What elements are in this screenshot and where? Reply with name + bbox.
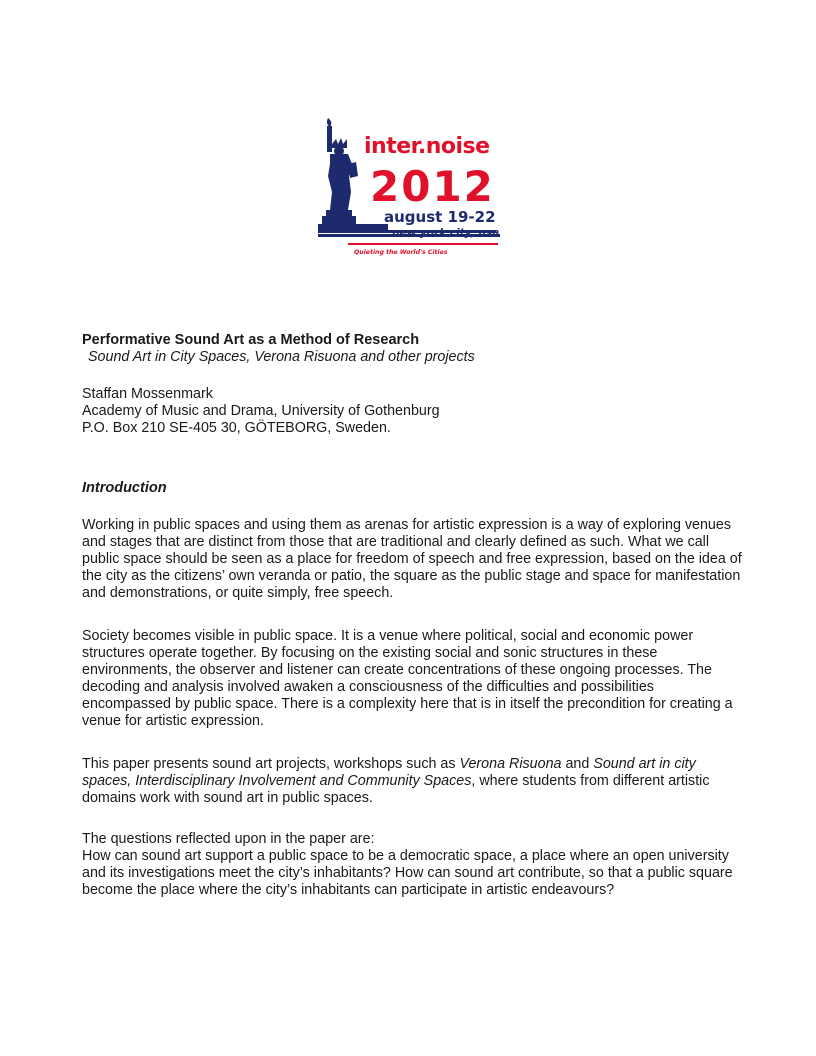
- tablet: [348, 162, 358, 178]
- title-block: [82, 332, 742, 366]
- p3-tail: , where students from different artistic domains work with sound art in public spaces.: [82, 773, 710, 806]
- paragraph-4: [82, 831, 742, 899]
- robe: [328, 154, 352, 210]
- p3-and: and: [561, 756, 594, 772]
- paper-title: Performative Sound Art as a Method of Research: [82, 332, 420, 348]
- questions-body: How can sound art support a public space to be a democratic space, a place where an open university and its investigations meet the city’s inhabitants? How can sound art contribute, so that a public square become the place where the city’s inhabitants can participate in artistic endeavours?: [82, 848, 733, 898]
- logo-dates: august 19-22: [384, 208, 496, 226]
- pedestal-top: [326, 210, 352, 216]
- questions-intro: The questions reflected upon in the paper are:: [82, 831, 375, 847]
- torch-flame: [327, 118, 331, 127]
- paper-subtitle: Sound Art in City Spaces, Verona Risuona and other projects: [88, 349, 475, 365]
- logo-brand: inter.noise: [364, 134, 490, 159]
- author-affiliation: Academy of Music and Drama, University of Gothenburg: [82, 403, 440, 419]
- project-sound-art-city-spaces: Sound art in city spaces, Interdisciplinary Involvement and Community Spaces: [82, 756, 696, 789]
- red-rule: [348, 243, 498, 245]
- pedestal-mid: [322, 216, 356, 224]
- author-address: P.O. Box 210 SE-405 30, GÖTEBORG, Sweden.: [82, 420, 391, 436]
- paragraph-3: [82, 756, 742, 807]
- section-heading: Introduction: [82, 480, 167, 496]
- base-step-1: [318, 224, 388, 230]
- conference-logo: [318, 112, 504, 262]
- author-block: [82, 386, 742, 437]
- paragraph-2: Society becomes visible in public space. It is a venue where political, social and economic power structures operate together. By focusing on the existing social and sonic structures in these environments, the observer and listener can create concentrations of these ongoing processes. The decoding and analysis involved awaken a consciousness of the difficulties and possibilities encompassed by public space. There is a complexity here that is in itself the precondition for creating a venue for artistic expression.: [82, 628, 733, 729]
- torch-arm: [327, 126, 332, 152]
- paragraph-1: Working in public spaces and using them as arenas for artistic expression is a way of exploring venues and stages that are distinct from those that are traditional and clearly defined as such. What we call public space should be seen as a place for freedom of speech and free expression, based on the idea of the city as the citizens’ own veranda or patio, the square as the public stage and space for manifestation and demonstrations, or quite simply, free speech.: [82, 517, 742, 601]
- logo-city: new york city, usa: [392, 227, 500, 239]
- p3-lead: This paper presents sound art projects, workshops such as: [82, 756, 460, 772]
- author-name: Staffan Mossenmark: [82, 386, 213, 402]
- logo-tagline: Quieting the World's Cities: [354, 249, 448, 256]
- logo-year: 2012: [370, 162, 495, 211]
- project-verona-risuona: Verona Risuona: [459, 756, 562, 772]
